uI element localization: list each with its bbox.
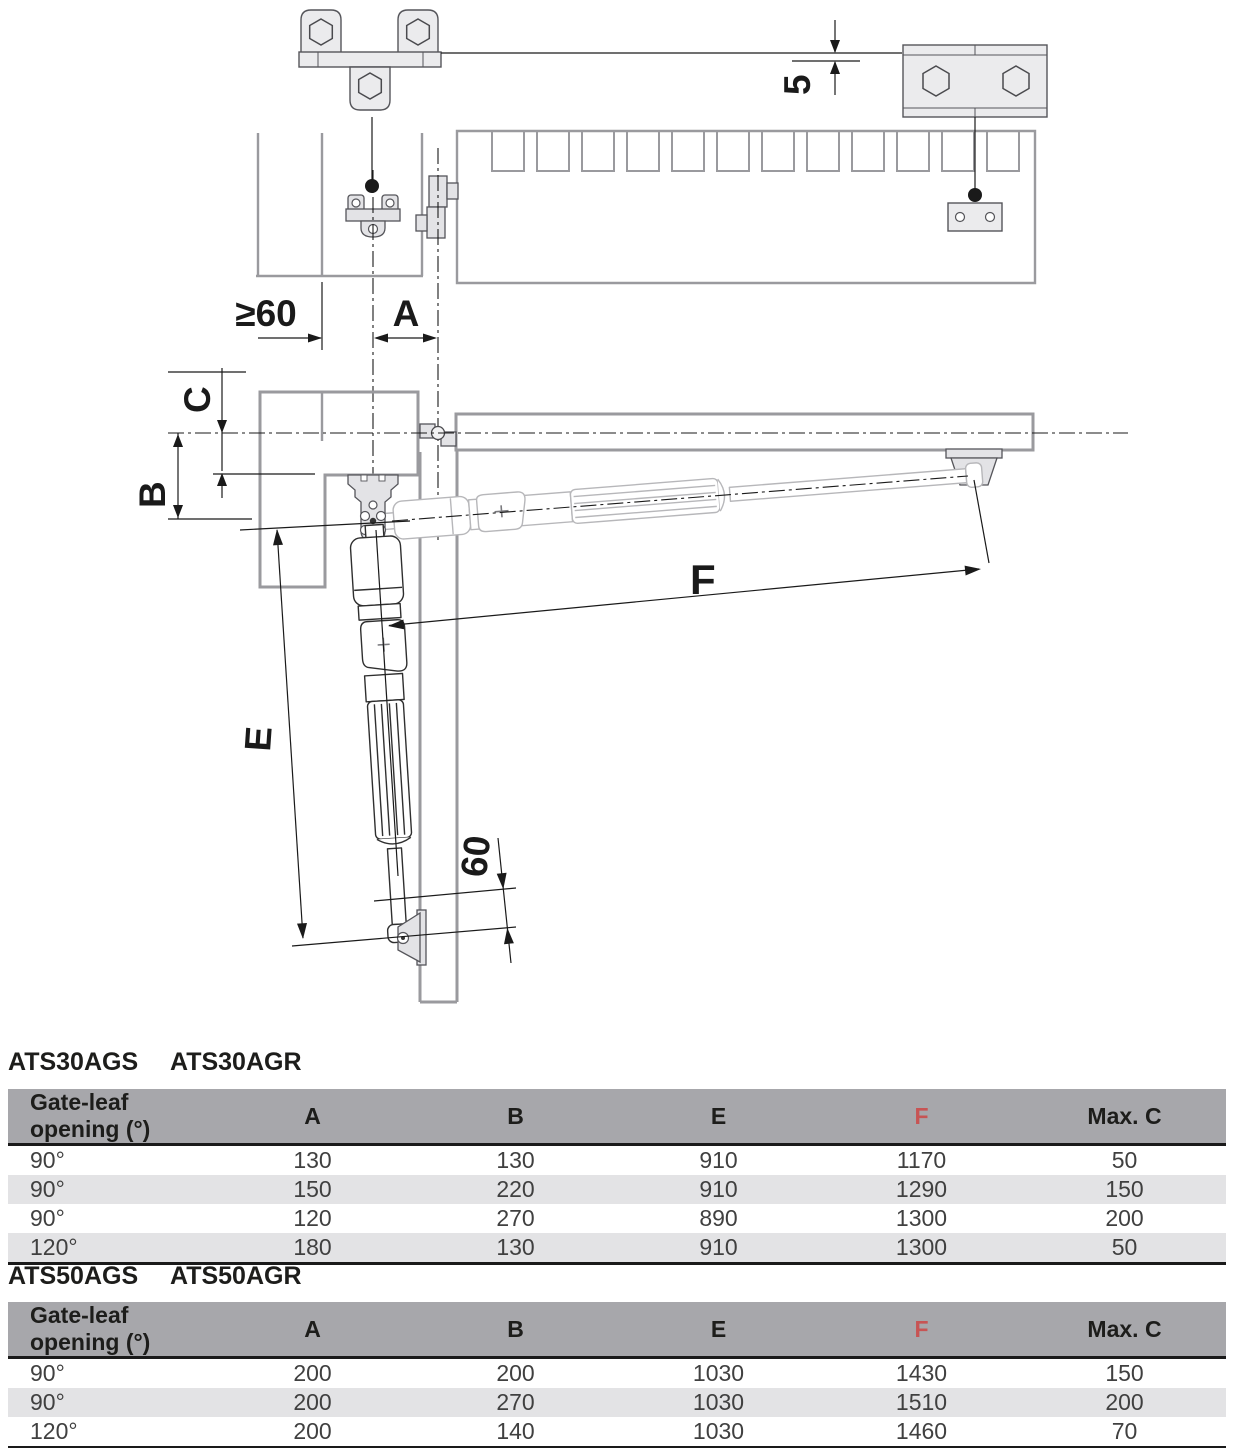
table-cell: 150	[1105, 1360, 1144, 1386]
model-name-ats50ags: ATS50AGS	[8, 1262, 139, 1290]
table-cell: 1460	[895, 1418, 948, 1444]
table-cell: 120°	[30, 1418, 78, 1444]
column-header-f: F	[820, 1089, 1023, 1145]
table-cell: 50	[1111, 1234, 1138, 1260]
leader-rear-bracket	[968, 117, 982, 202]
table-cell: 1300	[895, 1205, 948, 1231]
table-cell: 200	[1105, 1205, 1144, 1231]
table-cell: 130	[293, 1147, 332, 1173]
actuator-open-top-view	[349, 523, 425, 943]
table-cell: 200	[293, 1360, 332, 1386]
table-row	[8, 1358, 1226, 1389]
table-cell: 90°	[30, 1147, 65, 1173]
dim-5-label: 5	[777, 74, 818, 95]
rear-plate-front-view	[948, 203, 1002, 231]
table-cell: 910	[699, 1147, 738, 1173]
table-cell: 1430	[895, 1360, 948, 1386]
dimension-b	[132, 433, 252, 519]
table-header-row	[8, 1089, 1226, 1145]
column-header-a: A	[211, 1089, 414, 1145]
dim-e-label: E	[237, 725, 280, 753]
table-cell: 200	[293, 1389, 332, 1415]
column-header-gate-leaf-opening: Gate-leaf opening (°)	[8, 1089, 211, 1145]
column-header-b: B	[414, 1302, 617, 1358]
column-header-a: A	[211, 1302, 414, 1358]
table-cell: 910	[699, 1234, 738, 1260]
table-cell: 1030	[692, 1418, 745, 1444]
table-row	[8, 1417, 1226, 1447]
table-row	[8, 1388, 1226, 1417]
front-bracket-exploded	[299, 10, 441, 110]
table-cell: 200	[293, 1418, 332, 1444]
dimension-5	[777, 20, 860, 95]
table-row	[8, 1233, 1226, 1264]
table-cell: 90°	[30, 1389, 65, 1415]
table-cell: 90°	[30, 1176, 65, 1202]
table-cell: 150	[293, 1176, 332, 1202]
dim-b-label: B	[132, 481, 173, 508]
column-header-e: E	[617, 1302, 820, 1358]
dimension-post-clearance-and-a	[235, 282, 437, 350]
model-name-ats30agr: ATS30AGR	[170, 1048, 302, 1076]
table-row	[8, 1204, 1226, 1233]
table-cell: 90°	[30, 1205, 65, 1231]
table-cell: 220	[496, 1176, 535, 1202]
column-header-max-c: Max. C	[1023, 1302, 1226, 1358]
table-cell: 70	[1111, 1418, 1138, 1444]
actuator-closed-top-view	[379, 456, 984, 541]
table-cell: 180	[293, 1234, 332, 1260]
table-cell: 270	[496, 1389, 535, 1415]
leader-front-bracket	[365, 117, 379, 193]
table-cell: 130	[496, 1234, 535, 1260]
table-cell: 90°	[30, 1360, 65, 1386]
dim-post-clearance-label: ≥60	[235, 293, 297, 334]
table-cell: 1510	[895, 1389, 948, 1415]
column-header-b: B	[414, 1089, 617, 1145]
rear-bracket-exploded	[903, 45, 1047, 117]
table-cell: 270	[496, 1205, 535, 1231]
table-cell: 1170	[896, 1147, 947, 1173]
gate-leaf-closed-top-view	[456, 414, 1033, 450]
table-row	[8, 1145, 1226, 1176]
table-cell: 120°	[30, 1234, 78, 1260]
model-name-ats30ags: ATS30AGS	[8, 1048, 139, 1076]
table-cell: 1300	[895, 1234, 948, 1260]
column-header-e: E	[617, 1089, 820, 1145]
column-header-f: F	[820, 1302, 1023, 1358]
table-cell: 150	[1105, 1176, 1144, 1202]
dimensions-table-ats30	[8, 1089, 1226, 1265]
table-cell: 50	[1111, 1147, 1138, 1173]
table-row	[8, 1175, 1226, 1204]
table-cell: 120	[293, 1205, 332, 1231]
dim-c-label: C	[177, 386, 218, 413]
dim-a-label: A	[392, 293, 420, 334]
dimension-e	[237, 529, 307, 939]
model-name-ats50agr: ATS50AGR	[170, 1262, 302, 1290]
table-cell: 1030	[692, 1389, 745, 1415]
column-header-max-c: Max. C	[1023, 1089, 1226, 1145]
table-cell: 890	[699, 1205, 738, 1231]
column-header-gate-leaf-opening: Gate-leaf opening (°)	[8, 1302, 211, 1358]
table-header-row	[8, 1302, 1226, 1358]
dimensions-table-ats50	[8, 1302, 1226, 1448]
table-cell: 130	[496, 1147, 535, 1173]
table-cell: 140	[496, 1418, 535, 1444]
table-cell: 200	[1105, 1389, 1144, 1415]
dim-f-label: F	[690, 556, 716, 603]
table-cell: 1290	[895, 1176, 948, 1202]
table-cell: 1030	[692, 1360, 745, 1386]
table-cell: 200	[496, 1360, 535, 1386]
dim-60-label: 60	[453, 833, 499, 879]
table-cell: 910	[699, 1176, 738, 1202]
hinge-top-view	[420, 424, 456, 446]
